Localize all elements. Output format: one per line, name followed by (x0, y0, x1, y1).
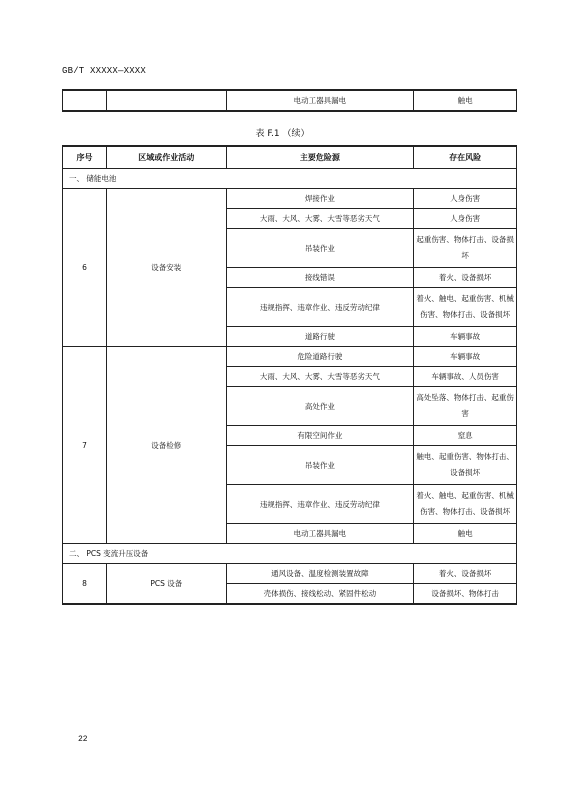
row-number: 7 (63, 347, 107, 544)
table-cell (63, 90, 107, 111)
risk-cell: 车辆事故 (414, 327, 517, 347)
risk-cell: 触电、起重伤害、物体打击、设备损坏 (414, 446, 517, 485)
section-row (63, 169, 517, 189)
hazard-cell: 吊装作业 (226, 446, 414, 485)
continued-table-end (62, 89, 517, 112)
table-cell (106, 90, 226, 111)
risk-cell: 设备损坏、物体打击 (414, 584, 517, 605)
risk-cell: 触电 (414, 90, 517, 111)
hazard-cell: 吊装作业 (226, 229, 414, 268)
hazard-cell: 大雨、大风、大雾、大雪等恶劣天气 (226, 367, 414, 387)
risk-cell: 着火、触电、起重伤害、机械伤害、物体打击、设备损坏 (414, 485, 517, 524)
risk-cell: 着火、设备损坏 (414, 268, 517, 288)
row-number: 6 (63, 189, 107, 347)
table-header-row (63, 146, 517, 169)
hazard-cell: 大雨、大风、大雾、大雪等恶劣天气 (226, 209, 414, 229)
column-header-risk: 存在风险 (414, 146, 517, 169)
risk-cell: 起重伤害、物体打击、设备损坏 (414, 229, 517, 268)
column-header-no: 序号 (63, 146, 107, 169)
hazard-cell: 接线错误 (226, 268, 414, 288)
column-header-hazard: 主要危险源 (226, 146, 414, 169)
risk-cell: 车辆事故 (414, 347, 517, 367)
risk-cell: 车辆事故、人员伤害 (414, 367, 517, 387)
table-caption: 表 F.1 （续） (255, 129, 310, 139)
risk-cell: 高处坠落、物体打击、起重伤害 (414, 387, 517, 426)
activity-cell: 设备安装 (106, 189, 226, 347)
hazard-cell: 壳体损伤、接线松动、紧固件松动 (226, 584, 414, 605)
table-row (63, 90, 517, 111)
activity-cell: 设备检修 (106, 347, 226, 544)
hazard-cell: 有限空间作业 (226, 426, 414, 446)
standard-number-header: GB/T XXXXX—XXXX (62, 66, 147, 76)
hazard-cell: 电动工器具漏电 (226, 524, 414, 544)
hazard-cell: 焊接作业 (226, 189, 414, 209)
hazard-cell: 通风设备、温度检测装置故障 (226, 564, 414, 584)
table-row (63, 347, 517, 367)
risk-cell: 人身伤害 (414, 209, 517, 229)
risk-cell: 触电 (414, 524, 517, 544)
section-label: 一、 储能电池 (63, 169, 517, 189)
hazard-cell: 违规指挥、违章作业、违反劳动纪律 (226, 288, 414, 327)
risk-cell: 着火、触电、起重伤害、机械伤害、物体打击、设备损坏 (414, 288, 517, 327)
risk-cell: 着火、设备损坏 (414, 564, 517, 584)
hazard-cell: 电动工器具漏电 (226, 90, 414, 111)
risk-cell: 窒息 (414, 426, 517, 446)
section-row (63, 544, 517, 564)
hazard-cell: 危险道路行驶 (226, 347, 414, 367)
table-row (63, 564, 517, 584)
page-number: 22 (78, 735, 88, 744)
section-label: 二、 PCS 变流升压设备 (63, 544, 517, 564)
hazard-cell: 违规指挥、违章作业、违反劳动纪律 (226, 485, 414, 524)
hazard-risk-table (62, 145, 517, 605)
row-number: 8 (63, 564, 107, 605)
column-header-activity: 区域或作业活动 (106, 146, 226, 169)
activity-cell: PCS 设备 (106, 564, 226, 605)
risk-cell: 人身伤害 (414, 189, 517, 209)
hazard-cell: 高处作业 (226, 387, 414, 426)
hazard-cell: 道路行驶 (226, 327, 414, 347)
table-row (63, 189, 517, 209)
